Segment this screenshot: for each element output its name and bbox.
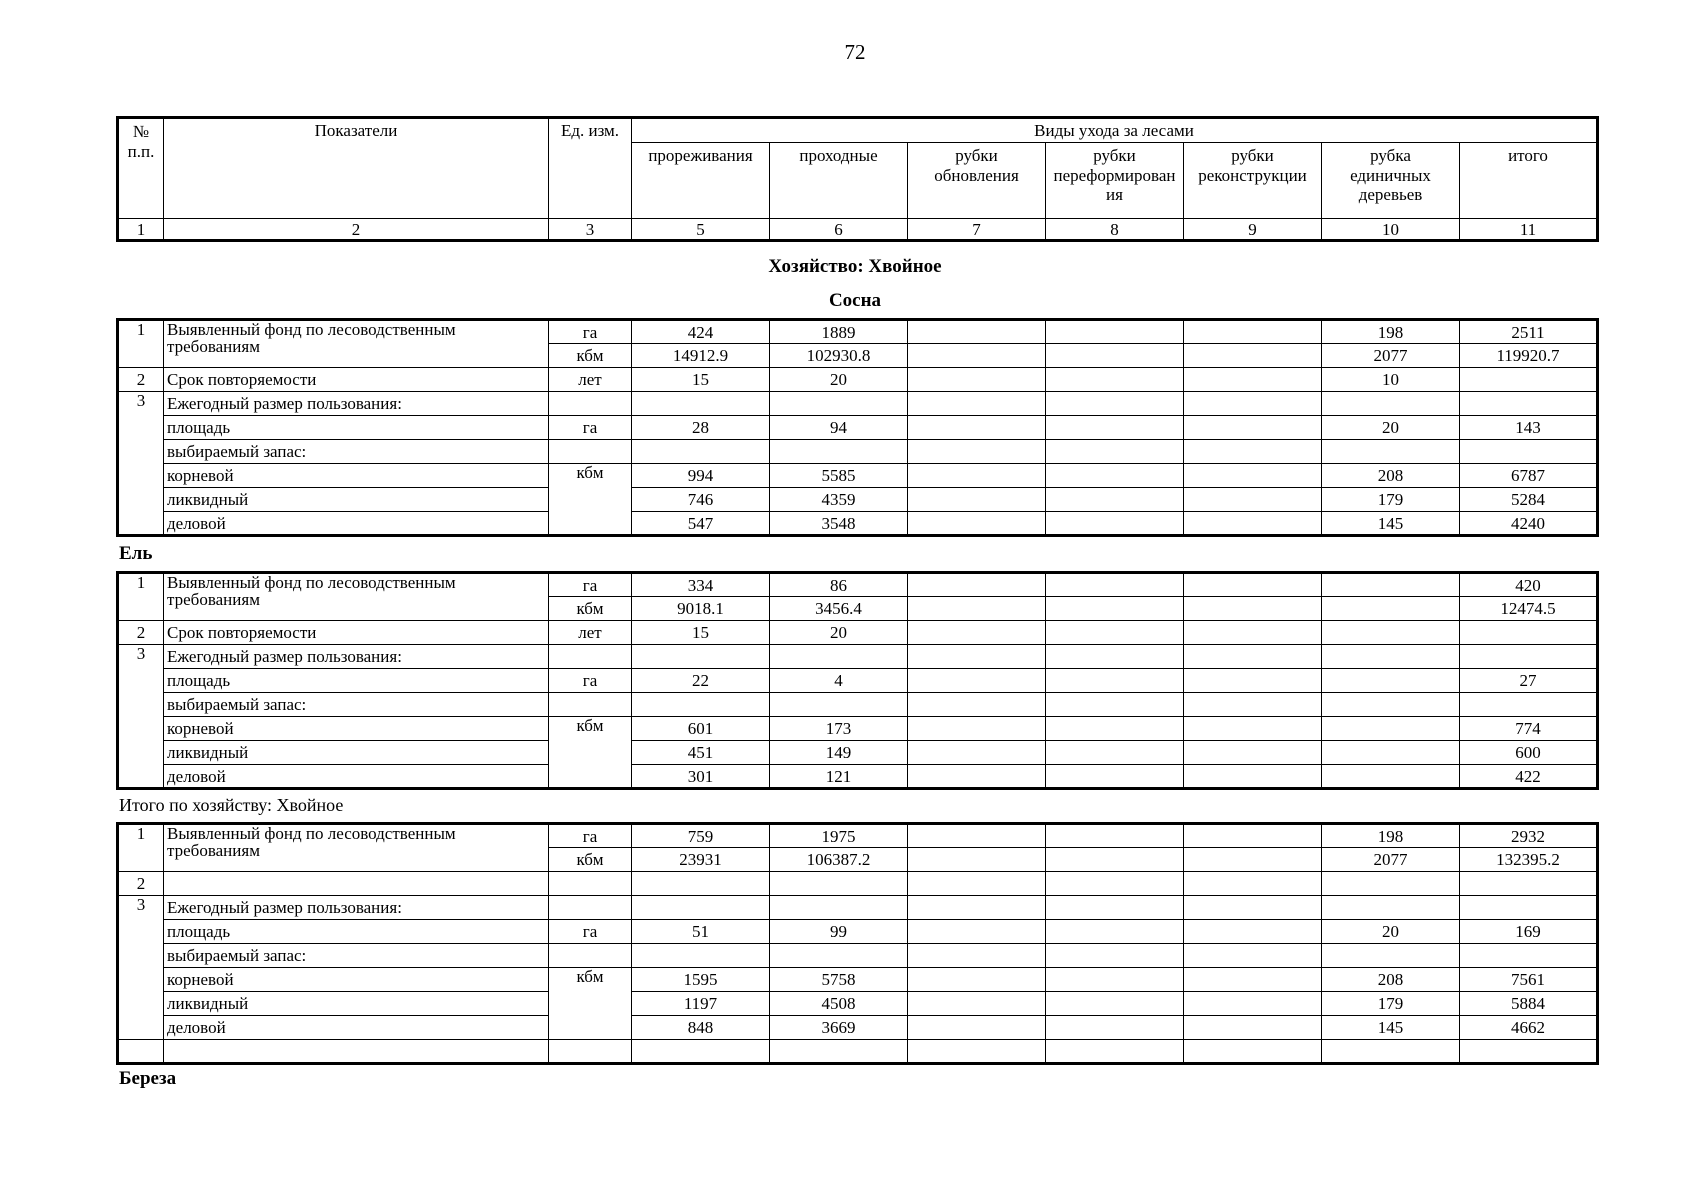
value-cell: 23931 (632, 848, 770, 872)
value-cell (908, 464, 1046, 488)
value-cell (1184, 368, 1322, 392)
header-group-title: Виды ухода за лесами (632, 118, 1598, 143)
value-cell: 2077 (1322, 848, 1460, 872)
indicator-label: площадь (164, 669, 549, 693)
value-cell: 1975 (770, 824, 908, 848)
value-cell: 4359 (770, 488, 908, 512)
value-cell: 86 (770, 573, 908, 597)
value-cell: 3548 (770, 512, 908, 536)
header-col-number: 8 (1046, 219, 1184, 241)
value-cell: 102930.8 (770, 344, 908, 368)
value-cell: 4 (770, 669, 908, 693)
value-cell: 198 (1322, 320, 1460, 344)
value-cell (1046, 488, 1184, 512)
unit-cell (549, 896, 632, 920)
unit-cell: кбм (549, 464, 632, 536)
value-cell (1322, 765, 1460, 789)
value-cell: 5585 (770, 464, 908, 488)
indicator-label: корневой (164, 717, 549, 741)
value-cell: 208 (1322, 968, 1460, 992)
value-cell (908, 488, 1046, 512)
unit-cell (549, 944, 632, 968)
value-cell (1046, 464, 1184, 488)
value-cell: 848 (632, 1016, 770, 1040)
value-cell (1460, 368, 1598, 392)
header-type: рубки обновления (908, 143, 1046, 219)
indicator-label: выбираемый запас: (164, 440, 549, 464)
farm-heading: Хозяйство: Хвойное (768, 256, 942, 277)
value-cell: 301 (632, 765, 770, 789)
header-type: итого (1460, 143, 1598, 219)
indicator-label: деловой (164, 765, 549, 789)
value-cell (1046, 344, 1184, 368)
value-cell (1184, 741, 1322, 765)
header-col-number: 11 (1460, 219, 1598, 241)
value-cell (1184, 320, 1322, 344)
value-cell (1322, 621, 1460, 645)
value-cell: 208 (1322, 464, 1460, 488)
value-cell (908, 669, 1046, 693)
header-type: рубки переформирован ия (1046, 143, 1184, 219)
pine-table (116, 318, 1599, 537)
indicator-label: Срок повторяемости (164, 621, 549, 645)
value-cell: 6787 (1460, 464, 1598, 488)
value-cell: 173 (770, 717, 908, 741)
value-cell (1184, 992, 1322, 1016)
value-cell: 10 (1322, 368, 1460, 392)
value-cell (1322, 573, 1460, 597)
value-cell (1322, 597, 1460, 621)
header-col-number: 2 (164, 219, 549, 241)
value-cell: 5758 (770, 968, 908, 992)
value-cell (1046, 968, 1184, 992)
value-cell (1046, 512, 1184, 536)
header-type: рубка единичных деревьев (1322, 143, 1460, 219)
value-cell (1184, 344, 1322, 368)
row-number: 2 (118, 872, 164, 896)
value-cell: 145 (1322, 1016, 1460, 1040)
value-cell: 994 (632, 464, 770, 488)
value-cell (1046, 920, 1184, 944)
value-cell (1184, 573, 1322, 597)
value-cell: 1197 (632, 992, 770, 1016)
indicator-label: Ежегодный размер пользования: (164, 896, 549, 920)
indicator-label: ликвидный (164, 488, 549, 512)
header-col-number: 1 (118, 219, 164, 241)
value-cell: 106387.2 (770, 848, 908, 872)
value-cell: 4508 (770, 992, 908, 1016)
value-cell (1046, 717, 1184, 741)
value-cell: 12474.5 (1460, 597, 1598, 621)
value-cell: 746 (632, 488, 770, 512)
value-cell (908, 416, 1046, 440)
value-cell (1046, 597, 1184, 621)
value-cell: 149 (770, 741, 908, 765)
value-cell: 1889 (770, 320, 908, 344)
value-cell (908, 741, 1046, 765)
value-cell: 121 (770, 765, 908, 789)
value-cell: 4240 (1460, 512, 1598, 536)
value-cell: 424 (632, 320, 770, 344)
value-cell (1460, 621, 1598, 645)
value-cell (1184, 765, 1322, 789)
unit-cell: кбм (549, 717, 632, 789)
header-type: рубки реконструкции (1184, 143, 1322, 219)
value-cell: 51 (632, 920, 770, 944)
value-cell: 20 (770, 368, 908, 392)
indicator-label: площадь (164, 416, 549, 440)
value-cell (1046, 368, 1184, 392)
value-cell: 3456.4 (770, 597, 908, 621)
value-cell: 132395.2 (1460, 848, 1598, 872)
value-cell (1046, 848, 1184, 872)
unit-cell: кбм (549, 848, 632, 872)
indicator-label: выбираемый запас: (164, 693, 549, 717)
value-cell: 601 (632, 717, 770, 741)
value-cell: 15 (632, 368, 770, 392)
value-cell (908, 368, 1046, 392)
unit-cell: га (549, 320, 632, 344)
header-col-number: 10 (1322, 219, 1460, 241)
value-cell: 179 (1322, 488, 1460, 512)
indicator-label: ликвидный (164, 992, 549, 1016)
value-cell (908, 968, 1046, 992)
value-cell (1184, 512, 1322, 536)
value-cell (1184, 920, 1322, 944)
value-cell: 179 (1322, 992, 1460, 1016)
header-col-number: 9 (1184, 219, 1322, 241)
indicator-label: Выявленный фонд по лесоводственным требованиям (164, 320, 549, 368)
pine-heading: Сосна (828, 290, 882, 311)
value-cell (1184, 669, 1322, 693)
value-cell: 20 (1322, 920, 1460, 944)
value-cell (1184, 621, 1322, 645)
row-number: 2 (118, 621, 164, 645)
indicator-label: ликвидный (164, 741, 549, 765)
value-cell (908, 344, 1046, 368)
value-cell (1184, 824, 1322, 848)
indicator-label: Ежегодный размер пользования: (164, 392, 549, 416)
header-type: проходные (770, 143, 908, 219)
value-cell (1184, 464, 1322, 488)
value-cell (1184, 416, 1322, 440)
unit-cell: га (549, 920, 632, 944)
value-cell (1046, 1016, 1184, 1040)
value-cell: 28 (632, 416, 770, 440)
indicator-label: Выявленный фонд по лесоводственным требованиям (164, 824, 549, 872)
value-cell (1184, 848, 1322, 872)
row-number: 1 (118, 573, 164, 621)
header-col-number: 5 (632, 219, 770, 241)
indicator-label: выбираемый запас: (164, 944, 549, 968)
indicator-label: Выявленный фонд по лесоводственным требованиям (164, 573, 549, 621)
value-cell (1184, 1016, 1322, 1040)
value-cell (1322, 669, 1460, 693)
page-number: 72 (844, 40, 866, 64)
header-col-number: 3 (549, 219, 632, 241)
indicator-label: корневой (164, 464, 549, 488)
value-cell: 94 (770, 416, 908, 440)
value-cell (1184, 488, 1322, 512)
indicator-label: Ежегодный размер пользования: (164, 645, 549, 669)
unit-cell (549, 440, 632, 464)
value-cell (908, 320, 1046, 344)
value-cell (908, 824, 1046, 848)
value-cell: 20 (770, 621, 908, 645)
unit-cell (549, 693, 632, 717)
value-cell: 334 (632, 573, 770, 597)
value-cell: 143 (1460, 416, 1598, 440)
unit-cell: лет (549, 368, 632, 392)
value-cell (908, 765, 1046, 789)
indicator-label: площадь (164, 920, 549, 944)
value-cell: 759 (632, 824, 770, 848)
value-cell (1184, 717, 1322, 741)
header-table (116, 116, 1599, 242)
header-unit: Ед. изм. (549, 118, 632, 219)
value-cell: 14912.9 (632, 344, 770, 368)
unit-cell (549, 645, 632, 669)
row-number: 3 (118, 896, 164, 1040)
row-number: 1 (118, 320, 164, 368)
value-cell (908, 992, 1046, 1016)
value-cell (1046, 741, 1184, 765)
header-col-number: 7 (908, 219, 1046, 241)
unit-cell: лет (549, 621, 632, 645)
value-cell (1184, 597, 1322, 621)
indicator-label: корневой (164, 968, 549, 992)
spruce-heading: Ель (119, 543, 153, 564)
header-type: прореживания (632, 143, 770, 219)
value-cell: 422 (1460, 765, 1598, 789)
indicator-label (164, 872, 549, 896)
value-cell (908, 512, 1046, 536)
value-cell (1046, 765, 1184, 789)
spruce-table (116, 571, 1599, 790)
value-cell (908, 621, 1046, 645)
header-indicator: Показатели (164, 118, 549, 219)
total-heading: Итого по хозяйству: Хвойное (119, 795, 344, 815)
indicator-label: Срок повторяемости (164, 368, 549, 392)
value-cell (1322, 717, 1460, 741)
value-cell: 5884 (1460, 992, 1598, 1016)
value-cell: 22 (632, 669, 770, 693)
value-cell: 15 (632, 621, 770, 645)
value-cell: 7561 (1460, 968, 1598, 992)
value-cell (1046, 573, 1184, 597)
unit-cell: га (549, 573, 632, 597)
value-cell (1046, 416, 1184, 440)
value-cell (1046, 992, 1184, 1016)
value-cell (1184, 968, 1322, 992)
value-cell: 5284 (1460, 488, 1598, 512)
unit-cell: кбм (549, 597, 632, 621)
value-cell: 420 (1460, 573, 1598, 597)
value-cell: 451 (632, 741, 770, 765)
value-cell: 2511 (1460, 320, 1598, 344)
header-num: № п.п. (118, 118, 164, 219)
value-cell: 3669 (770, 1016, 908, 1040)
value-cell (1322, 741, 1460, 765)
value-cell: 1595 (632, 968, 770, 992)
row-number: 3 (118, 392, 164, 536)
unit-cell: га (549, 824, 632, 848)
unit-cell: кбм (549, 968, 632, 1040)
indicator-label: деловой (164, 1016, 549, 1040)
value-cell (908, 597, 1046, 621)
value-cell (1046, 669, 1184, 693)
value-cell: 547 (632, 512, 770, 536)
indicator-label: деловой (164, 512, 549, 536)
unit-cell (549, 872, 632, 896)
unit-cell: га (549, 669, 632, 693)
value-cell: 145 (1322, 512, 1460, 536)
value-cell (908, 848, 1046, 872)
value-cell (1046, 320, 1184, 344)
value-cell (1046, 824, 1184, 848)
value-cell (908, 1016, 1046, 1040)
header-col-number: 6 (770, 219, 908, 241)
value-cell: 169 (1460, 920, 1598, 944)
value-cell (908, 717, 1046, 741)
value-cell: 774 (1460, 717, 1598, 741)
value-cell: 2077 (1322, 344, 1460, 368)
value-cell: 9018.1 (632, 597, 770, 621)
value-cell: 600 (1460, 741, 1598, 765)
value-cell: 99 (770, 920, 908, 944)
value-cell: 119920.7 (1460, 344, 1598, 368)
row-number: 2 (118, 368, 164, 392)
value-cell: 27 (1460, 669, 1598, 693)
row-number: 3 (118, 645, 164, 789)
birch-heading: Береза (119, 1068, 177, 1089)
unit-cell: га (549, 416, 632, 440)
value-cell (908, 920, 1046, 944)
value-cell (1046, 621, 1184, 645)
value-cell: 20 (1322, 416, 1460, 440)
value-cell: 4662 (1460, 1016, 1598, 1040)
total-table (116, 822, 1599, 1065)
value-cell: 2932 (1460, 824, 1598, 848)
value-cell: 198 (1322, 824, 1460, 848)
row-number: 1 (118, 824, 164, 872)
unit-cell (549, 392, 632, 416)
unit-cell: кбм (549, 344, 632, 368)
value-cell (908, 573, 1046, 597)
